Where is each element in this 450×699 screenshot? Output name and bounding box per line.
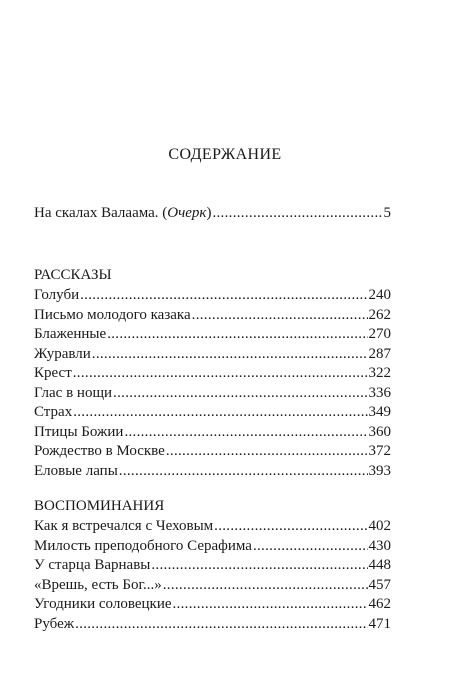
toc-entry-page: 471: [368, 615, 391, 632]
toc-entry-page: 430: [368, 537, 391, 554]
toc-entry-page: 393: [368, 462, 391, 479]
toc-entry: [34, 576, 391, 596]
toc-entry: [34, 462, 391, 482]
toc-entry: [34, 306, 391, 326]
leader-dots: [73, 403, 367, 423]
section-heading: РАССКАЗЫ: [34, 267, 112, 283]
toc-entry-page: 322: [368, 365, 391, 381]
leader-dots: [253, 537, 368, 557]
toc-entry-title: Крест: [34, 365, 72, 381]
toc-entry-title: Милость преподобного Серафима: [34, 537, 252, 554]
toc-entry: [34, 345, 391, 365]
toc-entry-title: Еловые лапы: [34, 462, 118, 479]
toc-entry-page: 336: [368, 384, 391, 401]
section-list: [34, 517, 391, 634]
toc-entry: [34, 403, 391, 423]
leader-dots: [113, 384, 367, 404]
toc-entry-page: 360: [368, 423, 391, 440]
toc-entry: [34, 286, 391, 306]
toc-entry-title: У старца Варнавы: [34, 557, 151, 573]
toc-entry-title: Письмо молодого казака: [34, 306, 191, 323]
toc-entry-title: «Врешь, есть Бог...»: [34, 576, 162, 593]
toc-entry-title: На скалах Валаама. (Очерк): [34, 205, 212, 221]
leader-dots: [163, 576, 368, 596]
toc-intro: [34, 204, 391, 224]
toc-section-stories: [34, 265, 391, 481]
toc-section-memoirs: [34, 496, 391, 634]
toc-entry: [34, 325, 391, 345]
toc-entry-page: 5: [383, 205, 391, 221]
page-title: СОДЕРЖАНИЕ: [168, 146, 282, 163]
leader-dots: [214, 517, 367, 537]
toc-entry-title: Журавли: [34, 345, 91, 362]
toc-entry-page: 240: [368, 287, 391, 303]
section-list: [34, 286, 391, 481]
toc-entry-page: 270: [368, 326, 391, 342]
toc-entry-title: Глас в нощи: [34, 384, 113, 401]
toc-entry-page: 457: [368, 576, 391, 593]
toc-entry-page: 462: [368, 596, 391, 612]
section-heading: ВОСПОМИНАНИЯ: [34, 498, 165, 514]
toc-entry-title: Голуби: [34, 287, 80, 303]
toc-entry-title: Страх: [34, 404, 73, 420]
toc-entry: [34, 556, 391, 576]
leader-dots: [80, 286, 367, 306]
leader-dots: [192, 306, 368, 326]
leader-dots: [124, 423, 367, 443]
leader-dots: [119, 462, 368, 482]
toc-entry-title: Блаженные: [34, 326, 107, 342]
toc-entry: [34, 517, 391, 537]
toc-entry-title: Рождество в Москве: [34, 443, 165, 459]
toc-entry-title: Птицы Божии: [34, 423, 124, 440]
toc-entry: [34, 384, 391, 404]
toc-entry-title: Как я встречался с Чеховым: [34, 518, 214, 534]
toc-entry: [34, 615, 391, 635]
toc-entry-page: 402: [368, 518, 391, 534]
toc-entry-page: 262: [368, 306, 391, 323]
toc-entry-page: 349: [368, 404, 391, 420]
toc-entry-page: 287: [368, 345, 391, 362]
toc-entry-page: 448: [368, 557, 391, 573]
leader-dots: [166, 442, 368, 462]
toc-entry-title: Рубеж: [34, 615, 75, 632]
leader-dots: [92, 345, 368, 365]
leader-dots: [107, 325, 367, 345]
toc-entry: [34, 595, 391, 615]
toc-entry: [34, 423, 391, 443]
toc-entry-page: 372: [368, 443, 391, 459]
toc-entry: [34, 537, 391, 557]
toc-entry: [34, 364, 391, 384]
leader-dots: [73, 364, 368, 384]
leader-dots: [173, 595, 368, 615]
leader-dots: [151, 556, 367, 576]
leader-dots: [75, 615, 367, 635]
toc-entry: [34, 204, 391, 224]
toc-entry: [34, 442, 391, 462]
leader-dots: [212, 204, 382, 224]
toc-entry-title: Угодники соловецкие: [34, 596, 172, 612]
